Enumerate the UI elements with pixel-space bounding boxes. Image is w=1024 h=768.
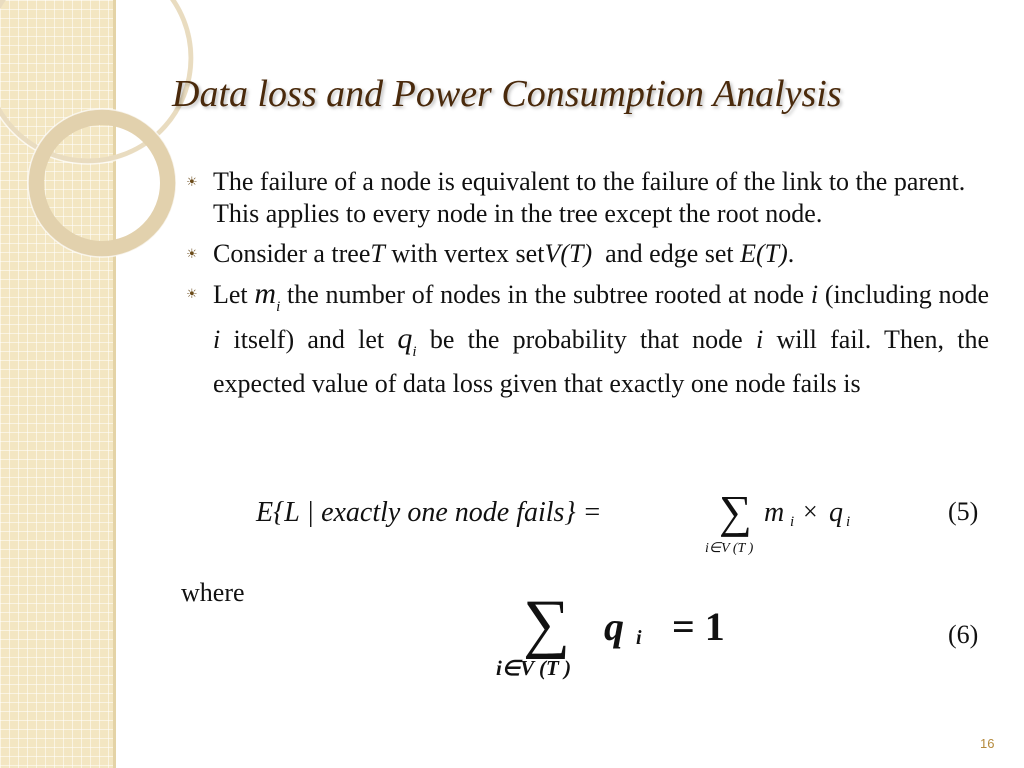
sigma-symbol: ∑ — [523, 587, 571, 660]
equation-5-m: m — [764, 497, 785, 528]
equation-5-index: i∈V (T ) — [705, 541, 754, 556]
equation-5-q-sub: i — [846, 514, 851, 530]
equation-6-q-sub: i — [636, 627, 642, 649]
bullet-item — [186, 278, 989, 400]
small-ring — [36, 117, 168, 249]
equation-6-number: (6) — [948, 620, 979, 649]
where-label: where — [181, 578, 245, 607]
bullet-item — [186, 166, 989, 230]
slide-number: 16 — [980, 736, 995, 751]
equation-6-rhs: = 1 — [672, 604, 725, 649]
bullet-text: Let $m_i$ the number of nodes in the subtree rooted at node i (including node i itself) and let $q_i$ be the probability that node i will fail. Then, the expected value of data loss given that exactly one node fails is — [213, 277, 989, 398]
bullet-text: The failure of a node is equivalent to the failure of the link to the parent. This applies to every node in the tree except the root node. — [213, 167, 966, 228]
equation-5-lhs: E{L | exactly one node fails} = — [256, 497, 602, 528]
equation-6-index: i∈V (T ) — [496, 656, 572, 680]
bullet-glyph-icon: ☀ — [186, 286, 198, 301]
bullet-item — [186, 238, 989, 270]
equation-6-q: q — [604, 604, 624, 649]
equation-5-number: (5) — [948, 497, 979, 526]
sigma-symbol: ∑ — [719, 486, 752, 537]
large-ring — [0, 0, 191, 161]
bullet-glyph-icon: ☀ — [186, 246, 198, 261]
equation-5-m-sub: i — [790, 514, 795, 530]
bullet-text: Consider a treeT with vertex setV(T) and edge set E(T). — [213, 239, 795, 268]
times-symbol: × — [803, 497, 818, 526]
equation-5-q: q — [829, 497, 843, 528]
slide-title: Data loss and Power Consumption Analysis — [172, 73, 842, 115]
bullet-list — [186, 166, 989, 408]
bullet-glyph-icon: ☀ — [186, 174, 198, 189]
